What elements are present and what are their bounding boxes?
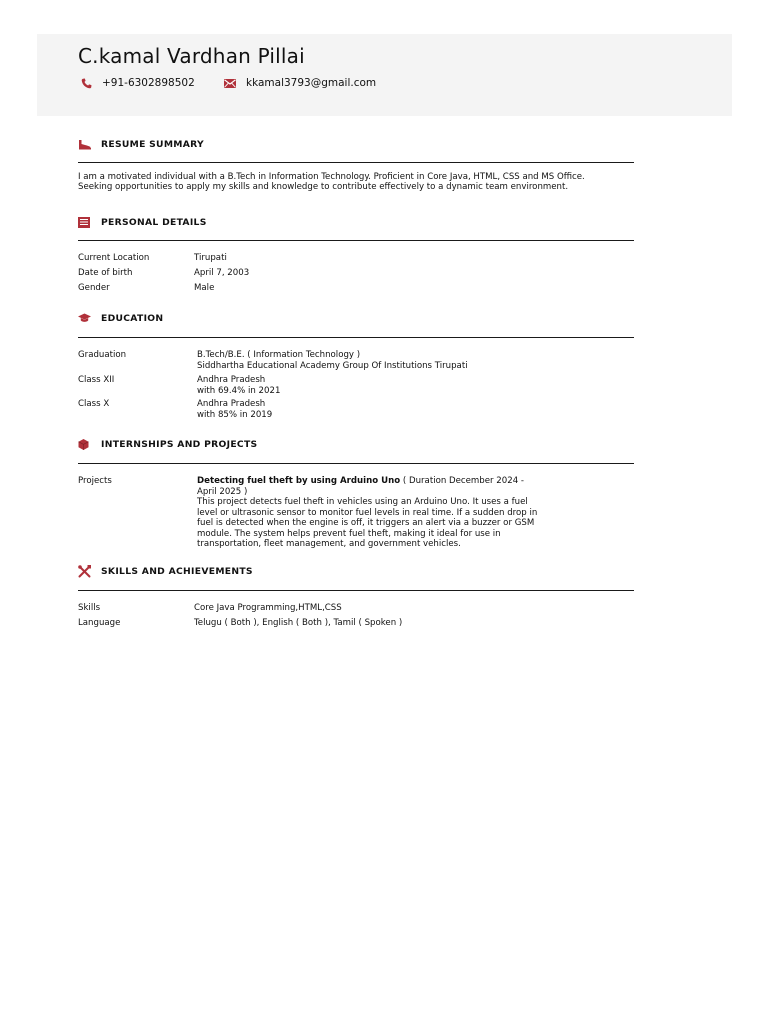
resume-header [37,34,732,116]
section-title: SKILLS AND ACHIEVEMENTS [101,565,253,577]
field-value [197,350,468,371]
graduation-cap-icon [78,312,94,324]
phone-icon [81,78,92,89]
field-label: Graduation [78,350,127,360]
tools-icon [78,565,94,577]
phone-contact [81,77,195,89]
project-desc-line: module. The system helps prevent fuel theft, making it ideal for use in [197,528,501,539]
divider [78,240,634,241]
divider [78,463,634,464]
project-duration-end: April 2025 ) [197,486,248,497]
section-resume-summary [78,138,634,150]
candidate-name: C.kamal Vardhan Pillai [78,44,305,68]
email-contact [224,77,376,89]
phone-number[interactable]: +91-6302898502 [102,77,195,89]
project-desc-line: transportation, fleet management, and government vehicles. [197,539,461,549]
field-value: Tirupati [194,253,227,263]
project-desc-line: level or ultrasonic sensor to monitor fuel levels in real time. If a sudden drop in [197,507,538,518]
field-label: Language [78,618,121,628]
section-personal-details [78,216,634,228]
section-title: PERSONAL DETAILS [101,216,207,228]
section-title: RESUME SUMMARY [101,138,204,150]
field-value: Male [194,283,215,293]
field-value: Telugu ( Both ), English ( Both ), Tamil ( Spoken ) [194,618,403,628]
divider [78,162,634,163]
field-value: Core Java Programming,HTML,CSS [194,603,342,613]
board-line: Andhra Pradesh [197,375,266,385]
envelope-icon [224,79,236,88]
project-heading [197,476,557,487]
field-value [197,375,280,396]
field-label: Projects [78,476,112,486]
field-label: Class XII [78,375,115,385]
summary-line: Seeking opportunities to apply my skills and knowledge to contribute effectively to a dynamic team environment. [78,182,569,192]
field-label: Class X [78,399,110,409]
project-desc-line: fuel is detected when the engine is off, it triggers an alert via a buzzer or GSM [197,518,535,528]
project-desc-line: This project detects fuel theft in vehicles using an Arduino Uno. It uses a fuel [197,497,528,507]
score-line: with 85% in 2019 [197,409,273,420]
field-label: Gender [78,283,110,293]
institution-line: Siddhartha Educational Academy Group Of Institutions Tirupati [197,360,468,371]
field-label: Date of birth [78,268,133,278]
divider [78,337,634,338]
project-duration: ( Duration December 2024 - [400,476,525,486]
section-education [78,312,634,324]
summary-text [78,172,634,192]
project-title: Detecting fuel theft by using Arduino Uno [197,476,401,486]
field-label: Skills [78,603,101,613]
field-label: Current Location [78,253,150,263]
divider [78,590,634,591]
field-value: April 7, 2003 [194,268,250,278]
section-title: INTERNSHIPS AND PROJECTS [101,438,258,450]
section-title: EDUCATION [101,312,164,324]
score-line: with 69.4% in 2021 [197,385,281,396]
board-line: Andhra Pradesh [197,399,266,409]
degree-line: B.Tech/B.E. ( Information Technology ) [197,350,361,360]
summary-line: I am a motivated individual with a B.Tech in Information Technology. Proficient in Core Java, HTML, CSS and MS Office. [78,172,585,182]
boot-icon [78,138,94,150]
field-value [197,399,272,420]
project-details [197,476,557,550]
section-skills-achievements [78,565,634,577]
cube-icon [78,438,94,450]
section-internships-projects [78,438,634,450]
email-address[interactable]: kkamal3793@gmail.com [246,77,377,89]
list-icon [78,216,94,228]
